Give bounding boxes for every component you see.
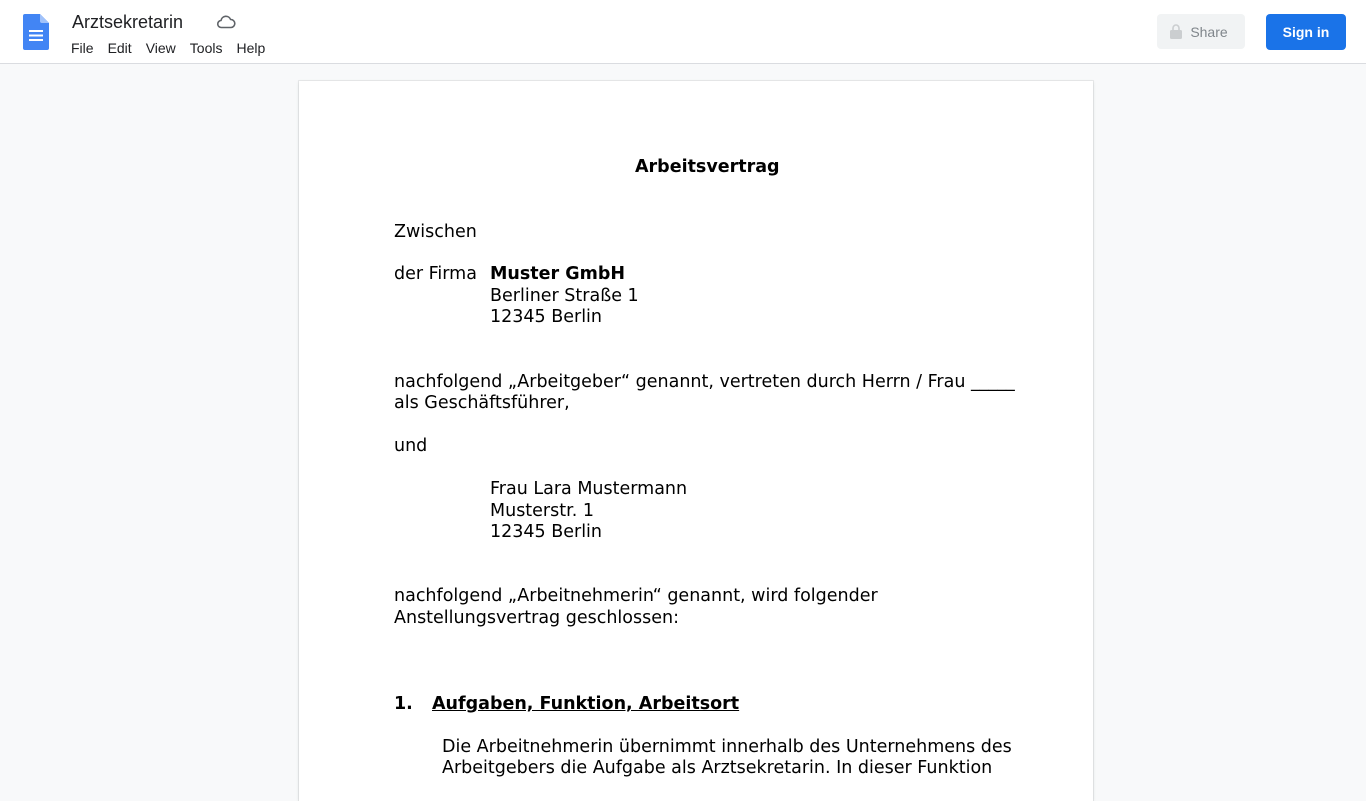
menu-help[interactable]: Help xyxy=(236,40,266,56)
share-button[interactable] xyxy=(1157,14,1245,49)
menu-view[interactable]: View xyxy=(145,40,176,56)
menu-tools[interactable]: Tools xyxy=(189,40,223,56)
section1-body-line2: Arbeitgebers die Aufgabe als Arztsekretarin. In dieser Funktion xyxy=(442,758,993,778)
docs-logo-icon[interactable] xyxy=(23,14,49,50)
employee-clause-line2: Anstellungsvertrag geschlossen: xyxy=(394,608,679,628)
section1-number: 1. xyxy=(394,694,413,714)
employee-clause-line1: nachfolgend „Arbeitnehmerin“ genannt, wird folgender xyxy=(394,586,878,606)
lock-icon xyxy=(1169,24,1183,39)
employer-clause-line1: nachfolgend „Arbeitgeber“ genannt, vertreten durch Herrn / Frau _____ xyxy=(394,372,1015,392)
employee-name: Frau Lara Mustermann xyxy=(490,479,688,499)
document-title[interactable]: Arztsekretarin xyxy=(72,12,184,32)
employer-name: Muster GmbH xyxy=(490,264,626,284)
menu-file[interactable]: File xyxy=(71,40,94,56)
sign-in-button[interactable]: Sign in xyxy=(1266,14,1346,50)
employer-clause-line2: als Geschäftsführer, xyxy=(394,393,570,413)
employer-city: 12345 Berlin xyxy=(490,307,603,327)
menu-edit[interactable]: Edit xyxy=(107,40,132,56)
share-button-label: Share xyxy=(1190,23,1228,40)
document-page[interactable] xyxy=(299,81,1093,801)
employer-street: Berliner Straße 1 xyxy=(490,286,639,306)
document-heading: Arbeitsvertrag xyxy=(635,157,780,177)
employee-city: 12345 Berlin xyxy=(490,522,603,542)
cloud-status-icon[interactable] xyxy=(216,13,236,31)
and-text: und xyxy=(394,436,428,456)
employee-street: Musterstr. 1 xyxy=(490,501,594,521)
menu-bar xyxy=(64,37,272,59)
between-text: Zwischen xyxy=(394,222,477,242)
section1-title: Aufgaben, Funktion, Arbeitsort xyxy=(432,694,740,714)
app-header xyxy=(0,0,1366,64)
section1-body-line1: Die Arbeitnehmerin übernimmt innerhalb des Unternehmens des xyxy=(442,737,1012,757)
firm-label: der Firma xyxy=(394,264,477,284)
